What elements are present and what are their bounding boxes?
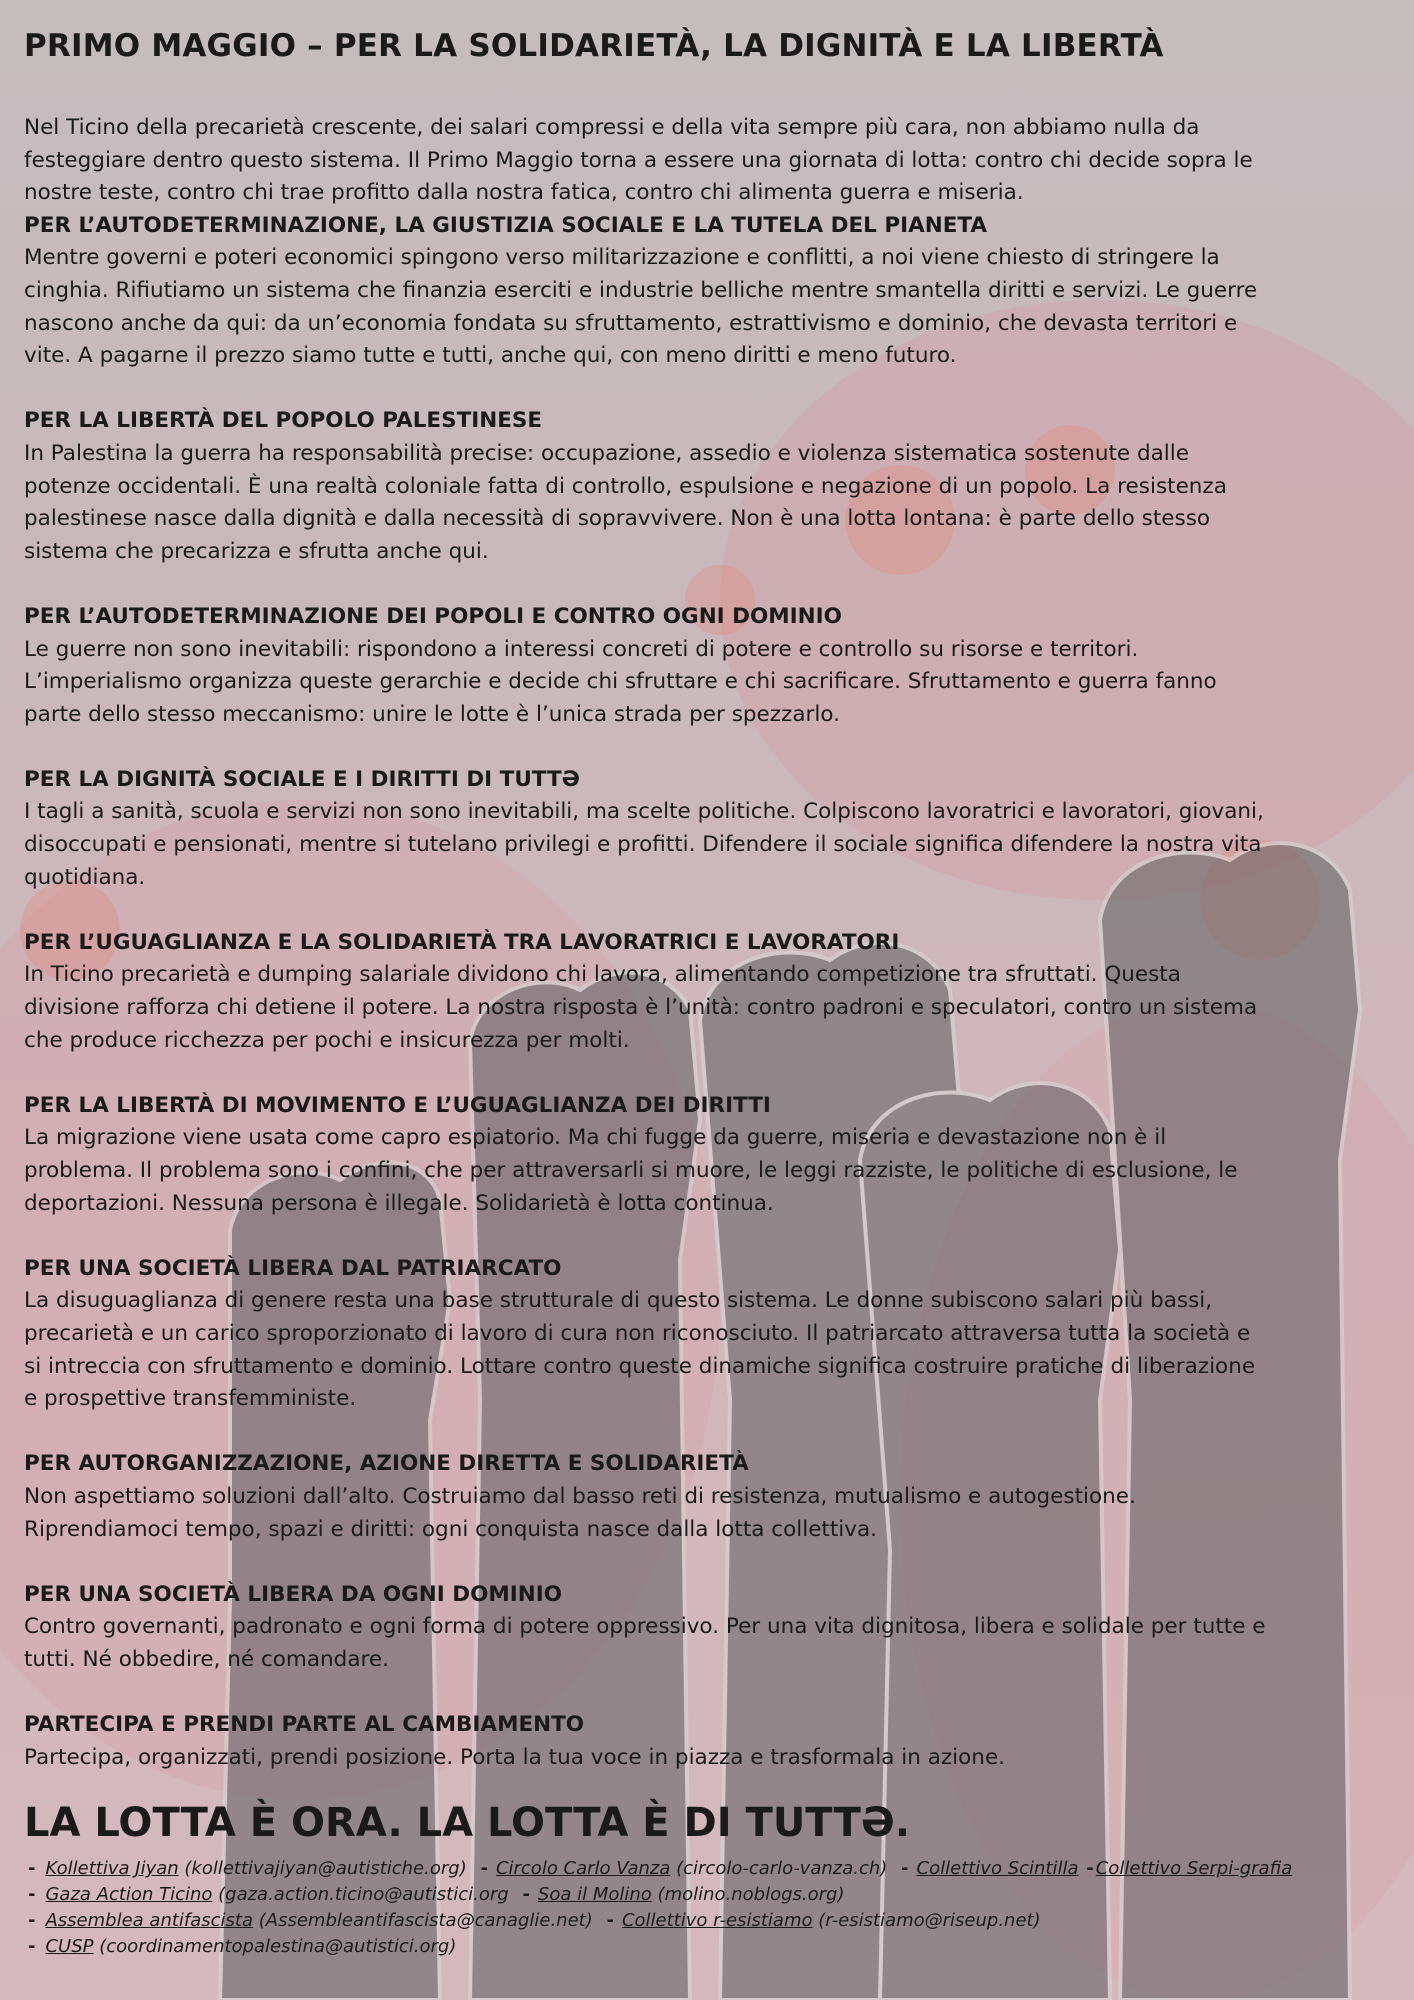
- org-link[interactable]: Collettivo Scintilla: [916, 1858, 1079, 1880]
- list-dash: -: [28, 1910, 36, 1932]
- section-heading: PER UNA SOCIETÀ LIBERA DAL PATRIARCATO: [24, 1255, 562, 1281]
- separator: -: [480, 1858, 488, 1880]
- org-contact: (Assembleantifascista@canaglie.net): [258, 1910, 593, 1932]
- section-body: Le guerre non sono inevitabili: rispondono a interessi concreti di potere e controllo su risorse e territori. L’imperialismo organizza queste gerarchie e decide chi sfruttare e chi sacrificare. Sfruttamento e guerra fanno parte dello stesso meccanismo: unire le lotte è l’unica strada per spezzarlo.: [24, 636, 1217, 727]
- section-uguaglianza-lavoratori: [24, 927, 1274, 1057]
- section-liberta-movimento: [24, 1090, 1274, 1220]
- section-heading: PER LA LIBERTÀ DI MOVIMENTO E L’UGUAGLIANZA DEI DIRITTI: [24, 1092, 771, 1118]
- section-body: Mentre governi e poteri economici spingono verso militarizzazione e conflitti, a noi viene chiesto di stringere la cinghia. Rifiutiamo un sistema che finanzia eserciti e industrie belliche mentre smantella diritti e servizi. Le guerre nascono anche da qui: da un’economia fondata su sfruttamento, estrattivismo e dominio, che devasta territori e vite. A pagarne il prezzo siamo tutte e tutti, anche qui, con meno diritti e meno futuro.: [24, 245, 1258, 369]
- closing-slogan: LA LOTTA È ORA. LA LOTTA È DI TUTTƏ.: [24, 1800, 910, 1847]
- org-link[interactable]: CUSP: [45, 1936, 94, 1958]
- section-heading: PER L’AUTODETERMINAZIONE, LA GIUSTIZIA SOCIALE E LA TUTELA DEL PIANETA: [24, 212, 988, 238]
- section-body: In Palestina la guerra ha responsabilità precise: occupazione, assedio e violenza sistematica sostenute dalle potenze occidentali. È una realtà coloniale fatta di controllo, espulsione e negazione di un popolo. La resistenza palestinese nasce dalla dignità e dalla necessità di sopravvivere. Non è una lotta lontana: è parte dello stesso sistema che precarizza e sfrutta anche qui.: [24, 440, 1227, 564]
- section-heading: PER LA DIGNITÀ SOCIALE E I DIRITTI DI TUTTƏ: [24, 766, 580, 792]
- list-dash: -: [28, 1936, 36, 1958]
- org-contact: (coordinamentopalestina@autistici.org): [99, 1936, 457, 1958]
- section-heading: PER LA LIBERTÀ DEL POPOLO PALESTINESE: [24, 408, 543, 434]
- section-body: In Ticino precarietà e dumping salariale dividono chi lavora, alimentando competizione tra sfruttati. Questa divisione rafforza chi detiene il potere. La nostra risposta è l’unità: contro padroni e speculatori, contro un sistema che produce ricchezza per pochi e insicurezza per molti.: [24, 962, 1258, 1053]
- org-link[interactable]: Soa il Molino: [537, 1884, 652, 1906]
- org-link[interactable]: Collettivo Serpi-grafia: [1095, 1858, 1293, 1880]
- section-body: Contro governanti, padronato e ogni forma di potere oppressivo. Per una vita dignitosa, libera e solidale per tutte e tutti. Né obbedire, né comandare.: [24, 1614, 1266, 1672]
- org-link[interactable]: Kollettiva Jiyan: [45, 1858, 179, 1880]
- org-contact: (r-esistiamo@riseup.net): [818, 1910, 1041, 1932]
- org-link[interactable]: Collettivo r-esistiamo: [621, 1910, 813, 1932]
- org-link[interactable]: Assemblea antifascista: [45, 1910, 254, 1932]
- page-title: PRIMO MAGGIO – PER LA SOLIDARIETÀ, LA DIGNITÀ E LA LIBERTÀ: [24, 28, 1164, 64]
- flyer-content: [24, 28, 1293, 1960]
- intro-paragraph: Nel Ticino della precarietà crescente, dei salari compressi e della vita sempre più cara, non abbiamo nulla da festeggiare dentro questo sistema. Il Primo Maggio torna a essere una giornata di lotta: contro chi decide sopra le nostre teste, contro chi trae profitto dalla nostra fatica, contro chi alimenta guerra e miseria.: [24, 115, 1253, 206]
- separator: -: [1086, 1858, 1094, 1880]
- org-link[interactable]: Circolo Carlo Vanza: [495, 1858, 671, 1880]
- section-partecipa: [24, 1709, 1274, 1774]
- section-body: Non aspettiamo soluzioni dall’alto. Costruiamo dal basso reti di resistenza, mutualismo e autogestione. Riprendiamoci tempo, spazi e diritti: ogni conquista nasce dalla lotta collettiva.: [24, 1483, 1136, 1542]
- section-patriarcato: [24, 1253, 1274, 1416]
- signatories-line: [24, 1908, 1274, 1934]
- signatories-list: [24, 1856, 1293, 1960]
- section-palestina: [24, 405, 1274, 568]
- org-link[interactable]: Gaza Action Ticino: [45, 1884, 213, 1906]
- signatories-line: [24, 1934, 1274, 1960]
- org-contact: (molino.noblogs.org): [657, 1884, 845, 1906]
- section-dignita-sociale: [24, 764, 1274, 894]
- section-heading: PER L’AUTODETERMINAZIONE DEI POPOLI E CONTRO OGNI DOMINIO: [24, 603, 842, 629]
- signatories-line: [24, 1856, 1293, 1882]
- section-autorganizzazione: [24, 1448, 1274, 1546]
- section-body: La migrazione viene usata come capro espiatorio. Ma chi fugge da guerre, miseria e devastazione non è il problema. Il problema sono i confini, che per attraversarli si muore, le leggi razziste, le politiche di esclusione, le deportazioni. Nessuna persona è illegale. Solidarietà è lotta continua.: [24, 1125, 1238, 1216]
- section-autodeterminazione-giustizia: [24, 210, 1274, 373]
- separator: -: [522, 1884, 530, 1906]
- section-heading: PER L’UGUAGLIANZA E LA SOLIDARIETÀ TRA LAVORATRICI E LAVORATORI: [24, 929, 900, 955]
- separator: -: [606, 1910, 614, 1932]
- signatories-line: [24, 1882, 1274, 1908]
- org-contact: (circolo-carlo-vanza.ch): [676, 1858, 888, 1880]
- separator: -: [901, 1858, 909, 1880]
- section-body: I tagli a sanità, scuola e servizi non sono inevitabili, ma scelte politiche. Colpiscono lavoratrici e lavoratori, giovani, disoccupati e pensionati, mentre si tutelano privilegi e profitti. Difendere il sociale significa difendere la nostra vita quotidiana.: [24, 799, 1264, 890]
- section-heading: PER AUTORGANIZZAZIONE, AZIONE DIRETTA E SOLIDARIETÀ: [24, 1451, 749, 1477]
- org-contact: (gaza.action.ticino@autistici.org: [218, 1884, 509, 1906]
- section-autodeterminazione-popoli: [24, 601, 1274, 731]
- org-contact: (kollettivajiyan@autistiche.org): [184, 1858, 467, 1880]
- section-heading: PER UNA SOCIETÀ LIBERA DA OGNI DOMINIO: [24, 1581, 563, 1607]
- section-body: Partecipa, organizzati, prendi posizione. Porta la tua voce in piazza e trasformala in azione.: [24, 1744, 1006, 1770]
- section-body: La disuguaglianza di genere resta una base strutturale di questo sistema. Le donne subiscono salari più bassi, precarietà e un carico sproporzionato di lavoro di cura non riconosciuto. Il patriarcato attraversa tutta la società e si intreccia con sfruttamento e dominio. Lottare contro queste dinamiche significa costruire pratiche di liberazione e prospettive transfemministe.: [24, 1288, 1256, 1412]
- list-dash: -: [28, 1858, 36, 1880]
- section-liberi-dominio: [24, 1579, 1274, 1677]
- list-dash: -: [28, 1884, 36, 1906]
- section-heading: PARTECIPA E PRENDI PARTE AL CAMBIAMENTO: [24, 1712, 585, 1738]
